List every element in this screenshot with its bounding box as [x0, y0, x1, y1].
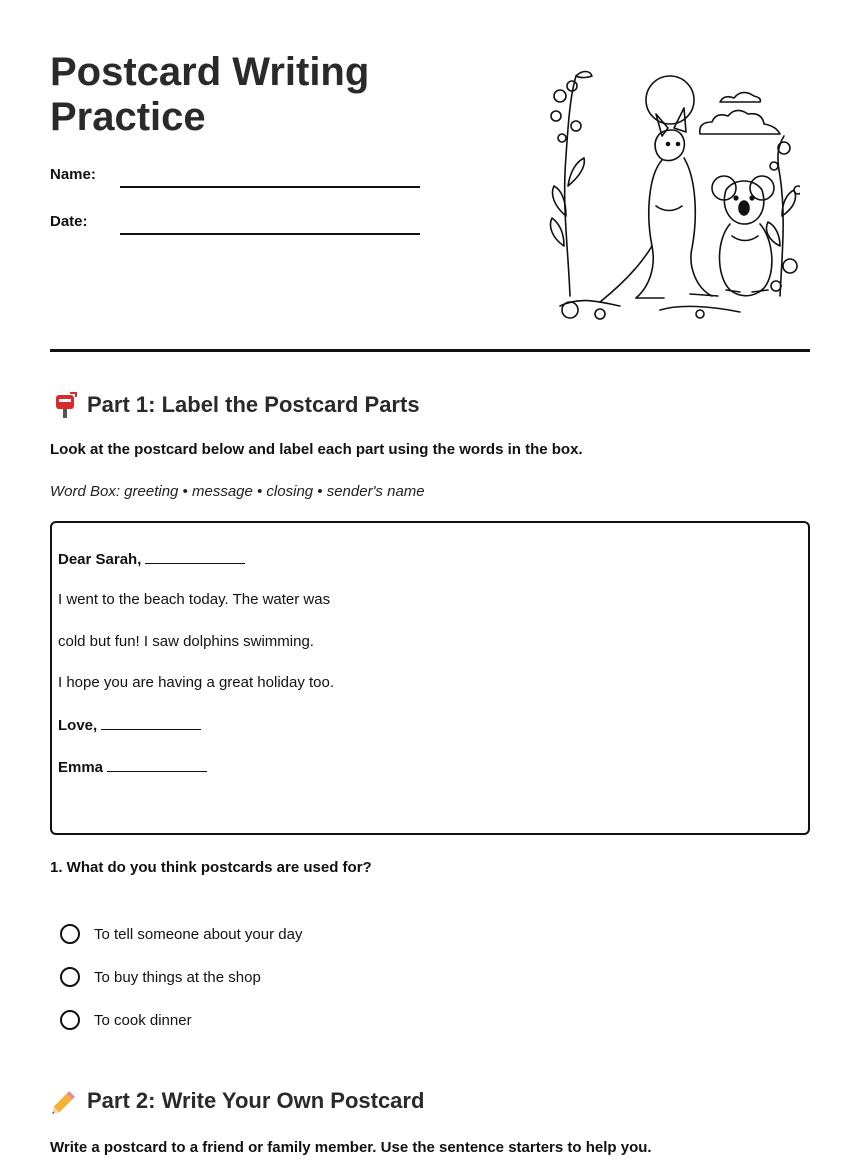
option-3-radio[interactable] [60, 1010, 80, 1030]
part2-heading [50, 1087, 424, 1115]
part1-title: Part 1: Label the Postcard Parts [87, 392, 420, 417]
postcard-closing-line [58, 716, 201, 734]
part1-heading [50, 391, 420, 419]
date-label: Date: [50, 213, 88, 230]
postcard-closing: Love, [58, 717, 98, 734]
worksheet-header [50, 0, 810, 352]
kangaroo-koala-illustration [540, 66, 800, 322]
closing-label-blank[interactable] [101, 716, 201, 730]
question-1: 1. What do you think postcards are used for? [50, 859, 372, 876]
postcard-box [50, 521, 810, 835]
postcard-message-line-1: I went to the beach today. The water was [58, 591, 331, 608]
title-line-2: Practice [50, 95, 206, 139]
greeting-label-blank[interactable] [145, 550, 245, 564]
option-1-radio[interactable] [60, 924, 80, 944]
postcard-sender: Emma [58, 759, 104, 776]
option-1[interactable] [60, 924, 302, 944]
option-1-label: To tell someone about your day [94, 925, 303, 943]
date-line[interactable] [120, 233, 420, 235]
postcard-greeting: Dear Sarah, [58, 551, 142, 568]
postcard-greeting-line [58, 550, 245, 568]
part2-title: Part 2: Write Your Own Postcard [87, 1088, 425, 1113]
postcard-sender-line [58, 758, 207, 776]
option-3[interactable] [60, 1010, 192, 1030]
part2-instruction: Write a postcard to a friend or family member. Use the sentence starters to help you. [50, 1139, 652, 1156]
header-divider [50, 349, 810, 352]
worksheet-page [50, 0, 810, 1156]
postcard-message-line-2: cold but fun! I saw dolphins swimming. [58, 633, 314, 650]
option-2[interactable] [60, 967, 261, 987]
name-label: Name: [50, 166, 96, 183]
word-box: Word Box: greeting • message • closing • sender's name [50, 483, 425, 500]
pencil-icon [50, 1087, 80, 1115]
option-3-label: To cook dinner [94, 1011, 192, 1029]
option-2-label: To buy things at the shop [94, 968, 261, 986]
page-title [50, 50, 470, 140]
title-line-1: Postcard Writing [50, 50, 370, 94]
option-2-radio[interactable] [60, 967, 80, 987]
name-line[interactable] [120, 186, 420, 188]
postcard-message-line-3: I hope you are having a great holiday too. [58, 674, 335, 691]
sender-label-blank[interactable] [107, 758, 207, 772]
part1-instruction: Look at the postcard below and label each part using the words in the box. [50, 441, 583, 458]
postbox-icon [50, 391, 80, 419]
